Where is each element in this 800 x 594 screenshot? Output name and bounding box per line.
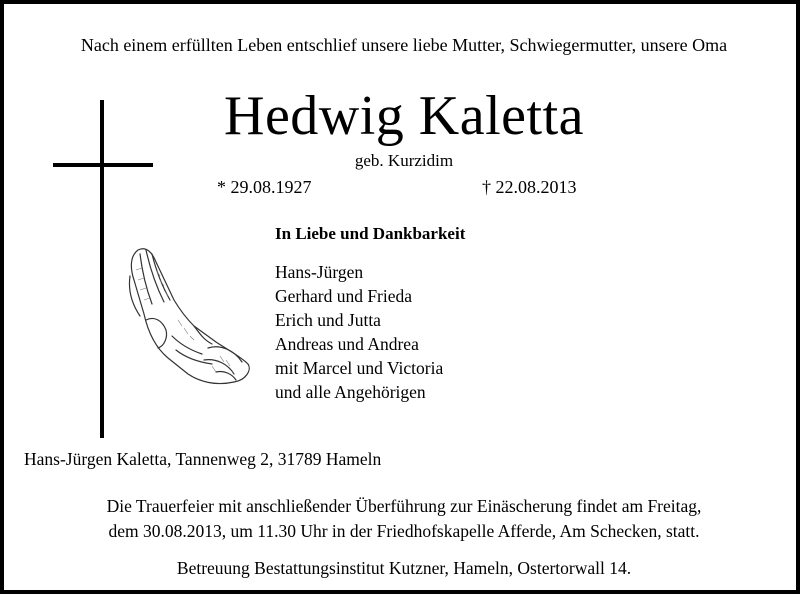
- list-item: Erich und Jutta: [275, 310, 381, 330]
- intro-text: Nach einem erfüllten Leben entschlief unsere liebe Mutter, Schwiegermutter, unsere Oma: [80, 35, 728, 55]
- deceased-name: Hedwig Kaletta: [224, 85, 584, 147]
- list-item: Andreas und Andrea: [275, 334, 419, 354]
- death-date: † 22.08.2013: [482, 177, 577, 197]
- cross-icon: [100, 100, 104, 438]
- birth-date: * 29.08.1927: [217, 177, 312, 197]
- dedication-heading: In Liebe und Dankbarkeit: [275, 224, 466, 243]
- praying-hands-icon: [116, 240, 256, 390]
- list-item: Gerhard und Frieda: [275, 286, 413, 306]
- mourners-list: [275, 260, 443, 404]
- list-item: Hans-Jürgen: [275, 262, 364, 282]
- undertaker-info: Betreuung Bestattungsinstitut Kutzner, Hameln, Ostertorwall 14.: [176, 558, 632, 578]
- service-line: dem 30.08.2013, um 11.30 Uhr in der Friedhofskapelle Afferde, Am Schecken, statt.: [108, 521, 700, 541]
- contact-address: Hans-Jürgen Kaletta, Tannenweg 2, 31789 Hameln: [24, 449, 382, 469]
- list-item: und alle Angehörigen: [275, 382, 426, 402]
- birth-name: geb. Kurzidim: [354, 151, 454, 170]
- list-item: mit Marcel und Victoria: [275, 358, 444, 378]
- funeral-service-info: [4, 494, 800, 544]
- service-line: Die Trauerfeier mit anschließender Überführung zur Einäscherung findet am Freitag,: [106, 496, 702, 516]
